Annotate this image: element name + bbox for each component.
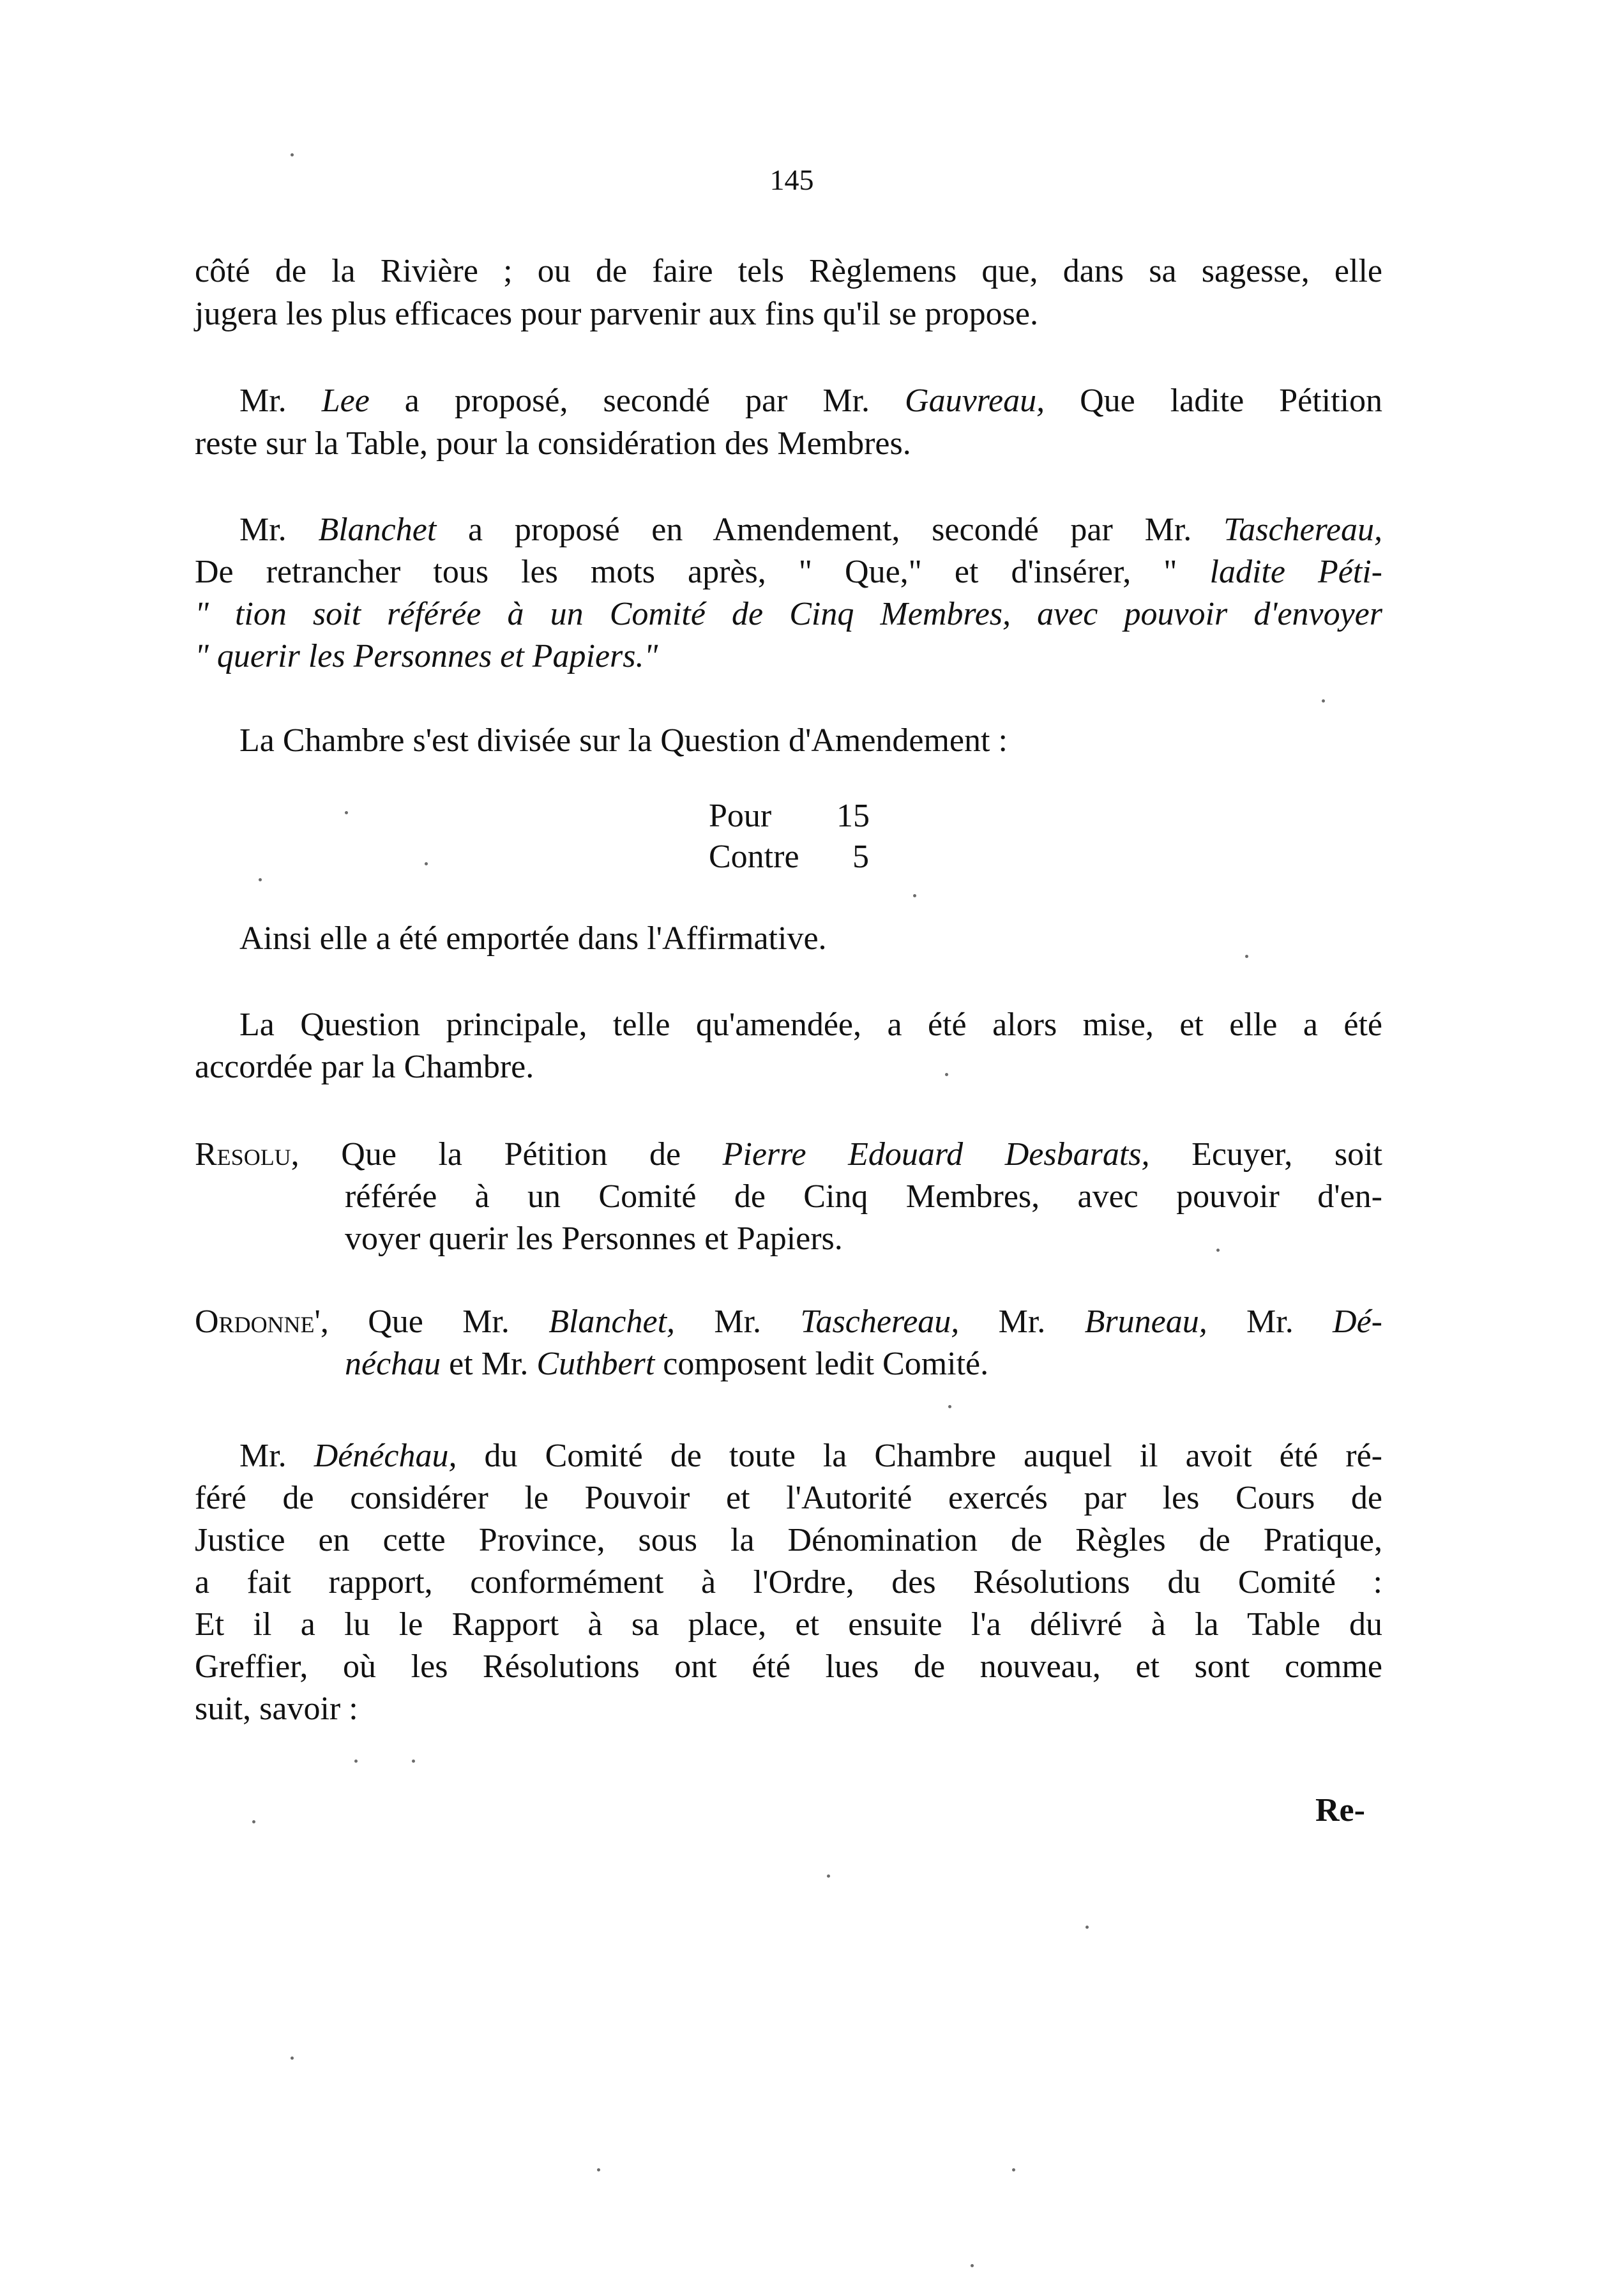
resolu-text-end: Ecuyer, soit <box>1149 1136 1382 1173</box>
scan-speck <box>1322 699 1325 703</box>
catchword: Re- <box>1315 1792 1365 1828</box>
resolu-line3: voyer querir les Personnes et Papiers. <box>345 1220 843 1257</box>
para3-line3: " tion soit référée à un Comité de Cinq Membres, avec pouvoir d'envoyer <box>195 596 1382 632</box>
para7-line2: féré de considérer le Pouvoir et l'Autorité exercés par les Cours de <box>195 1480 1382 1516</box>
scan-speck <box>425 862 428 865</box>
division-pour-value: 15 <box>836 798 870 834</box>
resolu-text: Que la Pétition de <box>299 1136 723 1173</box>
division-contre-label: Contre <box>709 839 799 875</box>
resolu-petitioner: Pierre Edouard Desbarats, <box>722 1136 1150 1173</box>
ordonne-bruneau: Bruneau, <box>1084 1304 1207 1340</box>
scan-speck <box>945 1073 948 1076</box>
ordonne-label: Ordonne', <box>195 1304 329 1340</box>
ordonne-line2 <box>345 1345 988 1383</box>
ordonne-et-mr: et Mr. <box>441 1346 537 1382</box>
ordonne-mr2: Mr. <box>959 1304 1085 1340</box>
ordonne-mr3: Mr. <box>1207 1304 1333 1340</box>
para3-taschereau: Taschereau, <box>1223 512 1382 548</box>
para7-line6: Greffier, où les Résolutions ont été lues de nouveau, et sont comme <box>195 1648 1382 1685</box>
scan-speck <box>1245 955 1248 958</box>
resolu-line2: référée à un Comité de Cinq Membres, avec pouvoir d'en- <box>345 1178 1382 1215</box>
scan-speck <box>1216 1249 1220 1252</box>
division-pour-label: Pour <box>709 798 772 834</box>
scan-speck <box>259 878 262 881</box>
para3-line1 <box>239 511 1382 549</box>
scan-speck <box>412 1760 415 1763</box>
para2-mr: Mr. <box>239 383 322 419</box>
para7-text: du Comité de toute la Chambre auquel il avoit été ré- <box>457 1438 1382 1474</box>
para3-text: a proposé en Amendement, secondé par Mr. <box>436 512 1224 548</box>
scan-speck <box>252 1820 255 1823</box>
para3-line2-text: De retrancher tous les mots après, " Que," et d'insérer, " <box>195 554 1210 590</box>
para3-line2 <box>195 553 1382 591</box>
para1-line2: jugera les plus efficaces pour parvenir aux fins qu'il se propose. <box>195 296 1038 332</box>
resolu-line1 <box>195 1136 1382 1174</box>
scan-speck <box>354 1760 358 1763</box>
para2-text: a proposé, secondé par Mr. <box>369 383 905 419</box>
para7-denechau: Dénéchau, <box>314 1438 457 1474</box>
scan-speck <box>948 1405 951 1408</box>
scan-speck <box>1085 1926 1089 1929</box>
para7-line1 <box>239 1437 1382 1475</box>
ordonne-denechau-part2: néchau <box>345 1346 441 1382</box>
ordonne-que: Que Mr. <box>328 1304 549 1340</box>
para3-line4: " querir les Personnes et Papiers." <box>195 638 658 674</box>
para2-gauvreau: Gauvreau, <box>905 383 1045 419</box>
para2-line2: reste sur la Table, pour la considération des Membres. <box>195 425 911 462</box>
ordonne-cuthbert: Cuthbert <box>536 1346 655 1382</box>
para7-line5: Et il a lu le Rapport à sa place, et ensuite l'a délivré à la Table du <box>195 1606 1382 1643</box>
para2-lee: Lee <box>321 383 370 419</box>
scan-speck <box>971 2264 974 2267</box>
para7-line7: suit, savoir : <box>195 1691 358 1727</box>
para4-line1: La Chambre s'est divisée sur la Question d'Amendement : <box>239 722 1008 759</box>
scan-speck <box>291 153 294 156</box>
ordonne-denechau-part1: Dé- <box>1333 1304 1382 1340</box>
para1-line1: côté de la Rivière ; ou de faire tels Règlemens que, dans sa sagesse, elle <box>195 253 1382 289</box>
para3-mr: Mr. <box>239 512 319 548</box>
para6-line1: La Question principale, telle qu'amendée, a été alors mise, et elle a été <box>239 1007 1382 1043</box>
scan-speck <box>291 2057 294 2060</box>
para2-text-end: Que ladite Pétition <box>1045 383 1382 419</box>
scan-speck <box>1012 2168 1015 2171</box>
scan-speck <box>827 1874 830 1878</box>
resolu-label: Resolu, <box>195 1136 299 1173</box>
ordonne-line1 <box>195 1303 1382 1341</box>
para7-mr: Mr. <box>239 1438 314 1474</box>
para3-blanchet: Blanchet <box>318 512 437 548</box>
ordonne-blanchet: Blanchet, <box>548 1304 676 1340</box>
scan-speck <box>345 811 348 814</box>
para7-line4: a fait rapport, conformément à l'Ordre, des Résolutions du Comité : <box>195 1564 1382 1600</box>
scan-speck <box>913 894 916 897</box>
para2-line1 <box>239 382 1382 420</box>
scan-speck <box>597 2168 600 2171</box>
division-contre-value: 5 <box>852 839 869 875</box>
para7-line3: Justice en cette Province, sous la Dénomination de Règles de Pratique, <box>195 1522 1382 1558</box>
para3-line2-italic: ladite Péti- <box>1209 554 1382 590</box>
ordonne-text-end: composent ledit Comité. <box>654 1346 989 1382</box>
ordonne-mr1: Mr. <box>675 1304 801 1340</box>
para6-line2: accordée par la Chambre. <box>195 1049 534 1085</box>
page-number: 145 <box>769 163 814 196</box>
ordonne-taschereau: Taschereau, <box>800 1304 960 1340</box>
para5-line1: Ainsi elle a été emportée dans l'Affirmative. <box>239 920 827 957</box>
